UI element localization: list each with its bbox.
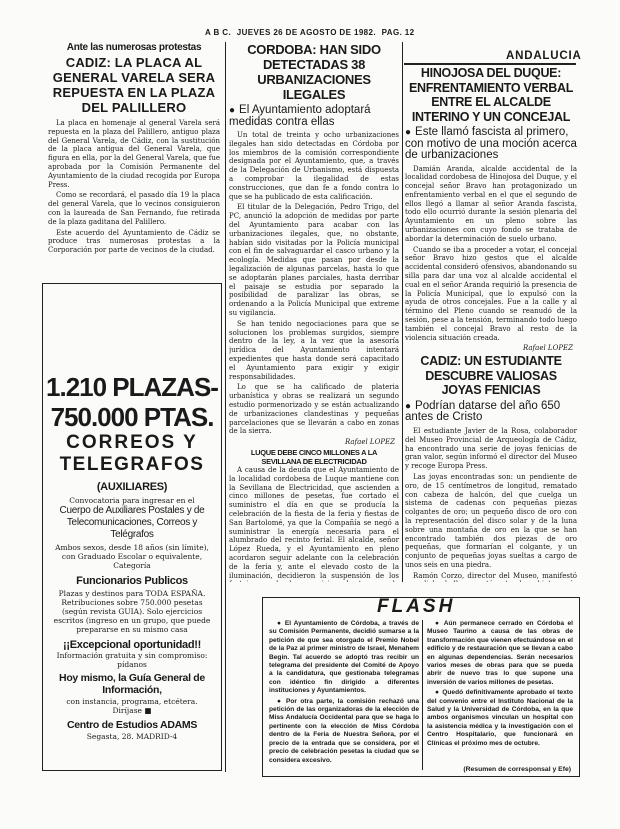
column-cadiz-placa xyxy=(48,42,220,277)
section-rule xyxy=(404,63,576,65)
flash-credit: (Resumen de corresponsal y Efe) xyxy=(463,766,571,773)
paper-name: A B C. xyxy=(205,28,232,37)
paragraph: Cuando se iba a proceder a votar, el concejal señor Bravo hizo gestos que el alcalde accidental consideró ofensivos, abandonando su silla para dar una voz al alcalde accidental el cual en el señor Aranda requirió la presencia de la Policía Municipal, que lo expulsó con la ayuda de otros concejales. Fue a la calle y al término del Pleno cuando se reanudó de la sesión, pese a la tensión, terminando todo luego también el concejal Bravo al resto de la violencia situación creada. xyxy=(405,245,577,342)
flash-right xyxy=(427,620,573,750)
article-body xyxy=(405,165,577,343)
article-body xyxy=(48,119,220,255)
ad-info: Información gratuita y sin compromiso: pídanos xyxy=(56,651,208,669)
headline-luque: LUQUE DEBE CINCO MILLONES A LA SEVILLANA DE ELECTRICIDAD xyxy=(250,448,378,467)
flash-item: ● Quedó definitivamente aprobado el texto del convenio entre el Instituto Nacional de la Salud y la Universidad de Córdoba, en la que ambos organismos vinculan un hospital con la asistencia médica y la investigación con el Centro Hospitalario, que funcionará en Clínicas el próximo mes de octubre. xyxy=(427,689,573,747)
ad-convocatoria: Convocatoria para ingresar en el xyxy=(69,496,195,505)
bullet-icon: ● xyxy=(435,620,444,627)
ad-ambos: Ambos sexos, desde 18 años (sin límite), con Graduado Escolar o equivalente, Categoría xyxy=(55,543,209,570)
headline-hinojosa: HINOJOSA DEL DUQUE: ENFRENTAMIENTO VERBAL ENTRE EL ALCALDE INTERINO Y UN CONCEJAL xyxy=(408,66,574,124)
bullet-icon: ● xyxy=(277,620,285,627)
paragraph: Un total de treinta y ocho urbanizaciones ilegales han sido detectadas en Córdoba por los miembros de la comisión correspondiente designada por el Ayuntamiento, que, a través de la Delegación de Urbanismo, está dispuesta a comprobar la ilegalidad de estas construcciones, que dan fe a fondo contra lo que se ha publicado de esta calificación. xyxy=(229,131,399,201)
bullet-icon: ● xyxy=(405,127,412,138)
kicker: Ante las numerosas protestas xyxy=(66,42,202,53)
paragraph: Este acuerdo del Ayuntamiento de Cádiz se produce tras numerosas protestas a la Corporación por parte de vecinos de la ciudad. xyxy=(48,228,220,255)
paragraph: Lo que se ha calificado de plateria urbanística y obras se realizará un segundo estudio pormenorizado y se están actualizando de urbanizaciones clandestinas y pequeñas parcelaciones que se llevarán a cabo en zonas de la sierra. xyxy=(229,383,399,436)
page-number: PAG. 12 xyxy=(381,28,415,37)
paragraph: Las joyas encontradas son: un pendiente de oro, de 15 centímetros de longitud, rematado con cabeza de halcón, del que cuelga un sistema de cadenas con pequeñas piezas colgantes de oro; un pequeño disco de oro con la representación del disco solar y de la luna sobre una montaña de oro en la que se han encontrado también dos piezas de oro pequeñas, que formarían el colgante, y un conjunto de pequeñas joyas sueltas a cargo de unos seis en una piedra. xyxy=(405,472,577,569)
ad-guia: Hoy mismo, la Guía General de Información, xyxy=(59,672,205,696)
subhead-joyas: ● Podrían datarse del año 650 antes de Cristo xyxy=(405,399,561,424)
paragraph: Damián Aranda, alcalde accidental de la localidad cordobesa de Hinojosa del Duque, y el concejal señor Bravo han protagonizado un enfrentamiento verbal en el que el segundo de ellos llegó a llamar al señor Aranda fascista, todo ello ocurrió durante la sesión plenaria del Ayuntamiento en un pleno sobre las urbanizaciones con cuyo fondo se trataba de abordar la determinación de suelo urbano. xyxy=(405,164,577,243)
flash-box xyxy=(262,597,580,777)
byline: Rafael LOPEZ xyxy=(522,344,573,353)
paragraph: Como se recordará, el pasado día 19 la placa del general Varela, que lo vecinos consiguieron con la laureada de San Fernando, fue retirada de la plaza gaditana del Palillero. xyxy=(48,191,220,226)
bullet-icon: ● xyxy=(277,697,286,705)
ad-correos-box xyxy=(42,283,222,771)
column-divider xyxy=(225,42,226,772)
headline-cadiz-placa: CADIZ: LA PLACA AL GENERAL VARELA SERA REPUESTA EN LA PLAZA DEL PALILLERO xyxy=(52,55,216,115)
section-title: ANDALUCIA xyxy=(506,50,582,62)
paragraph: A causa de la deuda que el Ayuntamiento de la localidad cordobesa de Luque mantiene con la Sevillana de Electricidad, que ascienden a cinco millones de pesetas, fue cortado el suministro el día en que se producía la celebración de la fiesta de la feria y fiestas de San Bartolomé, ya que la Compañía se negó a suministrar la energía necesaria para el alumbrado del recinto ferial. El alcalde, señor López Rueda, y el Ayuntamiento en pleno acordaron seguir adelante con la celebración de la feria y, ante el elevado costo de la iluminación, decidieron la suspensión de los xyxy=(229,466,399,580)
ad-centro: Centro de Estudios ADAMS xyxy=(66,719,198,731)
ad-telegrafos: TELEGRAFOS xyxy=(59,454,205,475)
ad-instancia: con instancia, programa, etcétera. Diríjase ■ xyxy=(66,697,198,715)
ad-funcionarios: Funcionarios Publicos xyxy=(76,575,188,587)
headline-joyas: CADIZ: UN ESTUDIANTE DESCUBRE VALIOSAS JOYAS FENICIAS xyxy=(420,354,562,398)
bullet-icon: ● xyxy=(435,689,443,697)
ad-auxiliares: (AUXILIARES) xyxy=(96,481,168,493)
flash-item: ● El Ayuntamiento de Córdoba, a través de su Comisión Permanente, decidió sumarse a la petición de que sea otorgado el Premio Nobel de la Paz al primer ministro de Israel, Menahem Begin. Tal acuerdo se adoptó tras recibir un telegrama del presidente del Comité de Apoyo a la candidatura, que gestionaba telegramas con idéntico fin dirigido a diferentes instituciones y Ayuntamientos. xyxy=(269,620,419,695)
column-cordoba xyxy=(229,42,399,582)
ad-pesetas: 750.000 PTAS. xyxy=(50,402,214,432)
flash-divider xyxy=(422,620,423,770)
ad-address: Segasta, 28. MADRID-4 xyxy=(86,732,178,741)
paragraph: El titular de la Delegación, Pedro Trigo, del PC, anunció la adopción de medidas por parte del Ayuntamiento para acabar con las urbanizaciones ilegales, que, no obstante, habían sido visitadas por la Policía municipal con el fin de salvaguardar el casco urbano y la ecología. Medidas que pasan por desde la legalización de algunas parcelas, hasta lo que se adoptarán planes parciales, hasta derribar el paisaje se estudia por separado la posibilidad de paralizar las obras, se ordenando a la Policía Municipal que extreme su vigilancia. xyxy=(229,203,399,317)
ad-correos: CORREOS Y xyxy=(66,432,198,453)
header-date: JUEVES 26 DE AGOSTO DE 1982. xyxy=(236,28,376,37)
byline: Rafael LOPEZ xyxy=(344,438,395,447)
ad-plazas-detalle: Plazas y destinos para TODA ESPAÑA. Retribuciones sobre 750.000 pesetas (según revista GUIA). Solo ejercicios escritos (ingreso en un grupo, que puede prepararse en su mismo casa xyxy=(53,589,211,634)
ad-cuerpo: Cuerpo de Auxiliares Postales y de Telecomunicaciones, Correos y Telégrafos xyxy=(59,505,205,540)
subhead-hinojosa: ● Este llamó fascista al primero, con motivo de una moción acerca de urbanizaciones xyxy=(405,126,577,161)
paragraph: Ramón Corzo, director del Museo, manifestó xyxy=(413,571,577,580)
flash-item: ● Aún permanece cerrado en Córdoba el Museo Taurino a causa de las obras de transformación que vienen efectuándose en el edificio y de restauración que se llevan a cabo en algunas dependencias. Serán necesarios varios meses de obras para que se pueda abrir de nuevo tras lo que supone una inversión de varios millones de pesetas. xyxy=(427,620,573,686)
subhead-cordoba: ● El Ayuntamiento adoptará medidas contra ellas xyxy=(229,104,371,128)
bullet-icon: ● xyxy=(405,400,412,412)
paragraph: El estudiante Javier de la Rosa, colaborador del Museo Provincial de Arqueología de Cádiz, ha encontrado una serie de joyas fenicias de gran valor, según informó el director del Museo y recoge Europa Press. xyxy=(405,426,577,471)
headline-cordoba: CORDOBA: HAN SIDO DETECTADAS 38 URBANIZACIONES ILEGALES xyxy=(247,42,381,102)
page-header xyxy=(205,28,415,37)
flash-item: ● Por otra parte, la comisión rechazó una petición de las organizadoras de la elección de Miss Andalucía Occidental para que se haga lo pertinente con la elección de Miss Córdoba dentro de la Feria de Nuestra Señora, por el precio de la entrada que se considera, por el precio de celebración pesetas la ciudad que se considera excesivo. xyxy=(269,697,419,764)
paragraph: La placa en homenaje al general Varela será repuesta en la plaza del Palillero, antiguo plaza del General Varela, de Cádiz, con la sustitución de la placa antigua del General Varela, que figura en ella, por la del General Varela, que fue aprobada por la Comisión Permanente del Ayuntamiento de la ciudad recogida por Europa Press. xyxy=(48,119,220,189)
article-body xyxy=(405,427,577,582)
paragraph: Se han tenido negociaciones para que se solucionen los problemas surgidos, siempre dentro de la ley, a la vez que la asesoría jurídica del Ayuntamiento intentará expedientes que hasta donde será capacitado el Ayuntamiento para exigir y exigir responsabilidades. xyxy=(229,319,399,381)
article-body xyxy=(229,466,399,582)
column-hinojosa xyxy=(405,66,577,582)
flash-left xyxy=(269,620,419,767)
column-divider xyxy=(402,42,403,582)
article-body xyxy=(229,131,399,436)
flash-title: FLASH xyxy=(373,597,459,618)
ad-oportunidad: ¡¡Excepcional oportunidad!! xyxy=(63,639,201,651)
ad-plazas: 1.210 PLAZAS- xyxy=(46,372,218,402)
bullet-icon: ● xyxy=(229,105,236,116)
